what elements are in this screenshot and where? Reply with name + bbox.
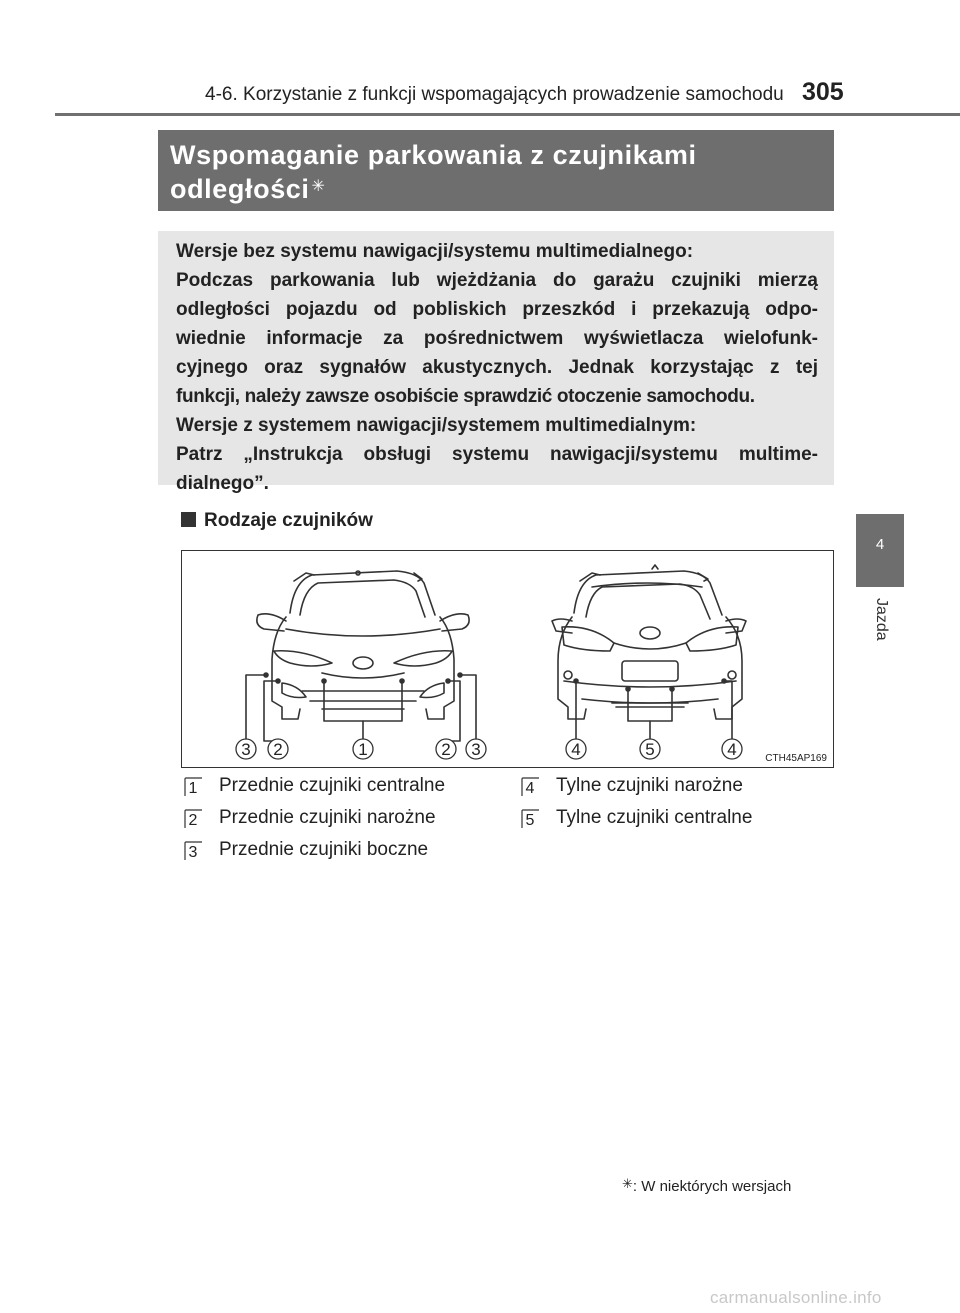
number-5-icon (520, 809, 540, 829)
svg-text:5: 5 (525, 812, 535, 829)
legend-text: Tylne czujniki centralne (556, 807, 753, 828)
page-title (170, 138, 820, 206)
section-header: 4-6. Korzystanie z funkcji wspomagających prowadzenie samochodu (205, 84, 784, 105)
callout-label: 2 (441, 740, 451, 759)
callout-label: 4 (571, 740, 581, 759)
number-3-icon (183, 841, 203, 861)
sensor-figure (181, 550, 834, 768)
number-1-icon (183, 777, 203, 797)
footnote-text: : W niektórych wersjach (632, 1178, 792, 1195)
title-banner (158, 130, 834, 211)
callout-label: 3 (471, 740, 481, 759)
subheading-text: Rodzaje czujników (204, 510, 373, 531)
callout-label: 2 (273, 740, 283, 759)
asterisk-icon: ✳ (311, 178, 326, 195)
callout-4-left (566, 739, 586, 759)
svg-text:1: 1 (188, 780, 198, 797)
callout-label: 1 (358, 740, 368, 759)
chapter-label-text: Jazda (873, 598, 890, 641)
callout-4-right (722, 739, 742, 759)
number-4-icon (520, 777, 540, 797)
car-illustration (182, 551, 835, 769)
legend-text: Przednie czujniki boczne (219, 839, 429, 860)
callout-label: 3 (241, 740, 251, 759)
svg-text:2: 2 (188, 812, 198, 829)
intro-paragraph-2 (176, 411, 818, 498)
legend-text: Tylne czujniki narożne (556, 775, 743, 796)
intro-line: funkcji, należy zawsze osobiście sprawdzić otoczenie samochodu. (176, 386, 755, 407)
chapter-tab (856, 514, 904, 587)
intro-line: Patrz „Instrukcja obsługi systemu nawigacji/systemu multime- (176, 444, 818, 465)
front-car-drawing (246, 571, 476, 747)
callout-2-left (268, 739, 288, 759)
intro-line: Wersje z systemem nawigacji/systemem multimedialnym: (176, 415, 697, 436)
page-number: 305 (802, 78, 844, 106)
chapter-label (870, 598, 892, 658)
svg-text:3: 3 (188, 844, 198, 861)
legend-text: Przednie czujniki centralne (219, 775, 446, 796)
callout-3-left (236, 739, 256, 759)
intro-line: Wersje bez systemu nawigacji/systemu multimedialnego: (176, 241, 694, 262)
intro-line: wiednie informacje za pośrednictwem wyświetlacza wielofunk- (176, 328, 818, 349)
callout-3-right (466, 739, 486, 759)
asterisk-icon: ✳ (622, 1176, 633, 1191)
intro-line: odległości pojazdu od pobliskich przeszkód i przekazują odpo- (176, 299, 818, 320)
intro-line: Podczas parkowania lub wjeżdżania do garażu czujniki mierzą (176, 270, 818, 291)
figure-code: CTH45AP169 (765, 753, 827, 764)
svg-text:4: 4 (525, 780, 535, 797)
rear-car-drawing (552, 565, 746, 747)
number-2-icon (183, 809, 203, 829)
page-title-text: Wspomaganie parkowania z czujnikami odległości (170, 140, 697, 204)
intro-box (158, 231, 834, 494)
footnote (622, 1176, 791, 1195)
callout-5 (640, 739, 660, 759)
callout-label: 5 (645, 740, 655, 759)
chapter-number: 4 (875, 536, 885, 553)
callout-2-right (436, 739, 456, 759)
subheading (181, 510, 373, 532)
intro-paragraph-1 (176, 237, 818, 411)
intro-line: cyjnego oraz sygnałów akustycznych. Jednak korzystając z tej (176, 357, 818, 378)
callout-label: 4 (727, 740, 737, 759)
intro-line: dialnego”. (176, 473, 269, 494)
callout-1 (353, 739, 373, 759)
header-divider (55, 113, 960, 116)
watermark: carmanualsonline.info (710, 1288, 882, 1307)
legend-text: Przednie czujniki narożne (219, 807, 436, 828)
square-bullet-icon (181, 512, 196, 527)
